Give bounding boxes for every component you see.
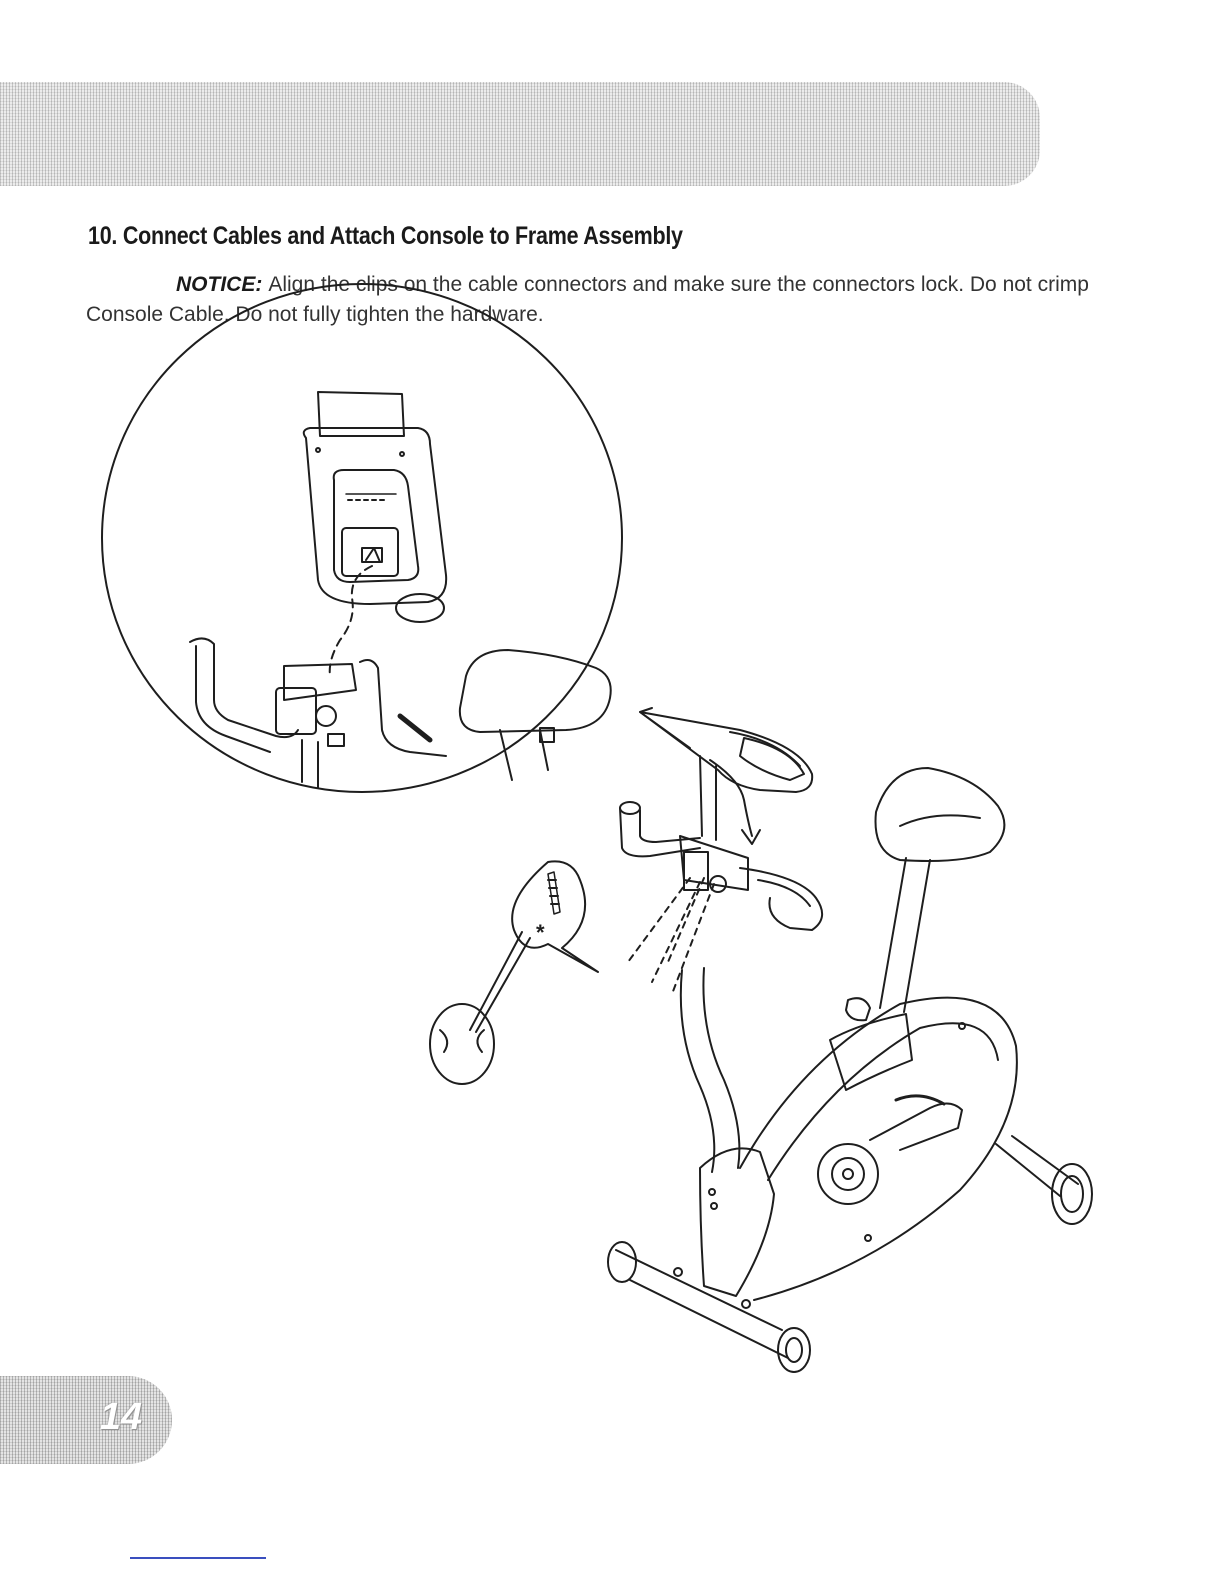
console-assembly: [640, 708, 812, 844]
frame-assembly: [608, 968, 1092, 1372]
footer-rule: [130, 1557, 266, 1559]
notice-label: NOTICE:: [176, 273, 263, 296]
callout-marker: *: [536, 920, 545, 945]
console-back-detail: [304, 392, 446, 622]
seat-detail: [460, 650, 611, 780]
seat-assembly: [846, 768, 1004, 1020]
page-number: 14: [99, 1396, 143, 1438]
detail-oval: [102, 284, 622, 792]
detail-callout: [102, 284, 622, 792]
step-title: 10. Connect Cables and Attach Console to Frame Assembly: [88, 222, 683, 250]
notice-text: Align the clips on the cable connectors and make sure the connectors lock. Do not crimp Console Cable. Do not fully tighten the hardware.: [86, 273, 1089, 326]
handlebar-assembly: [620, 802, 822, 930]
handlebar-detail: [190, 638, 446, 788]
screw-callout: [430, 861, 598, 1084]
hardware-guides: [628, 878, 714, 994]
